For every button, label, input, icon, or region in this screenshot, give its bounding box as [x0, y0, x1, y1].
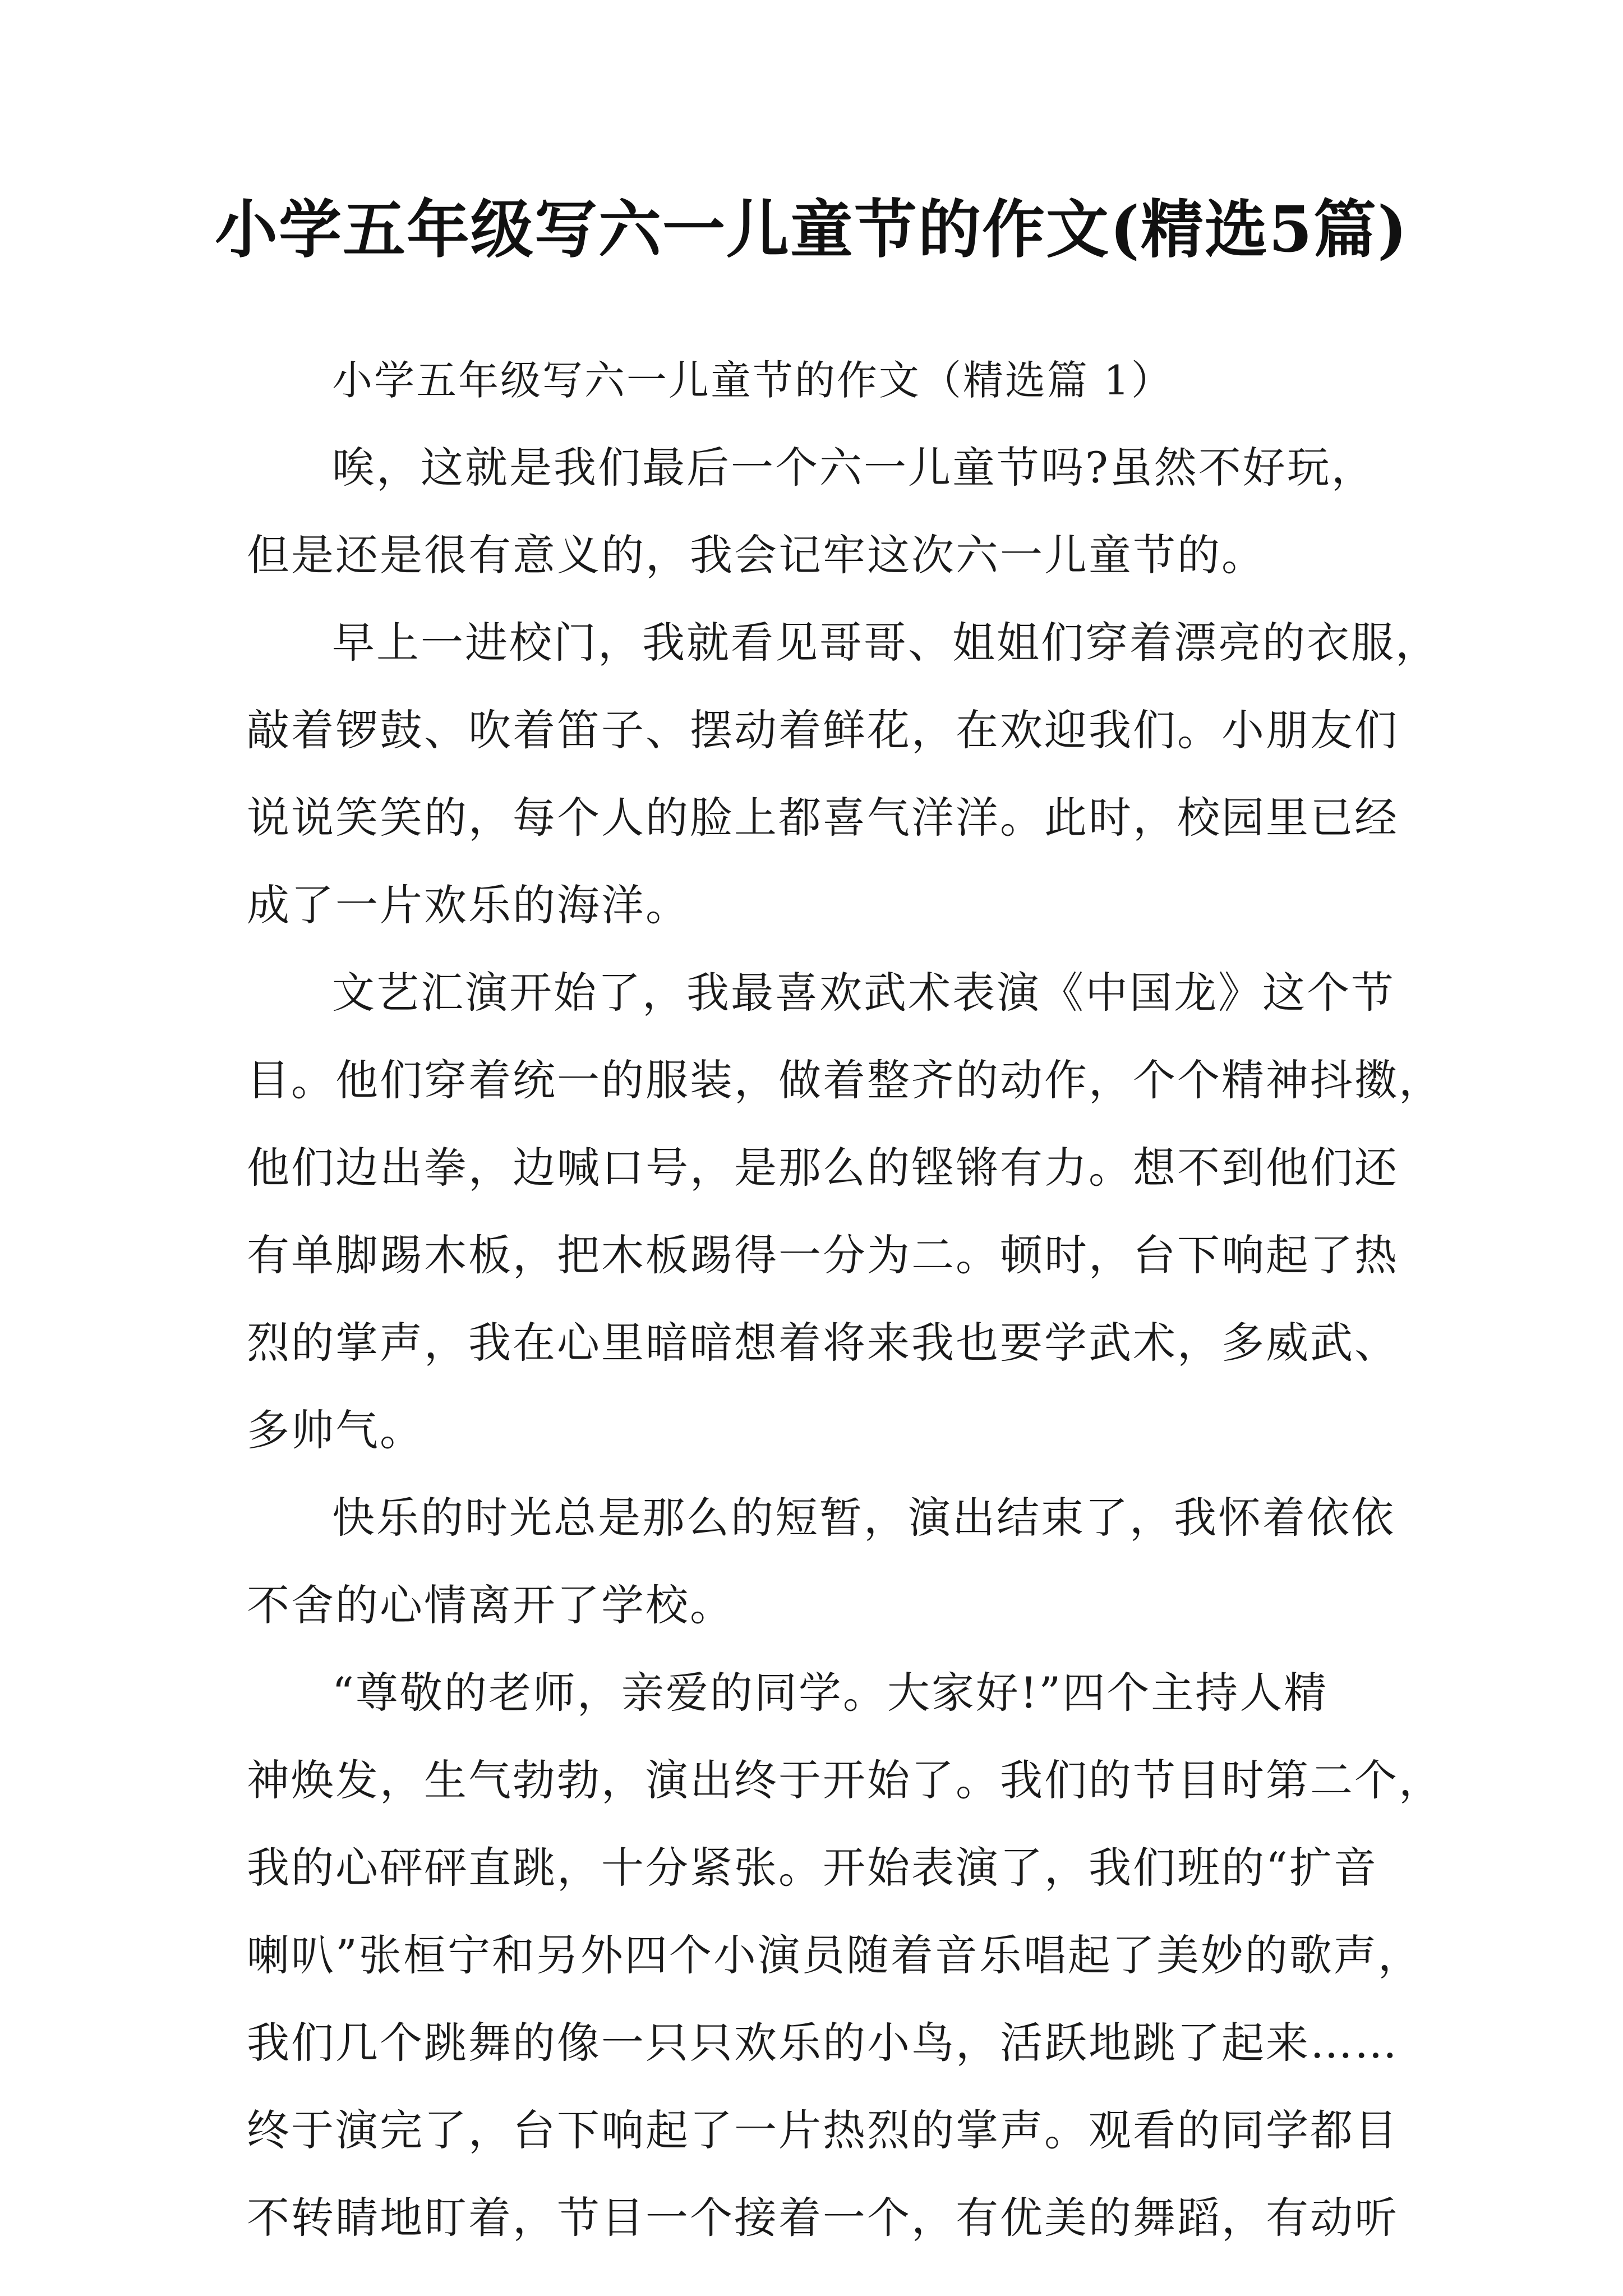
text-line: 文艺汇演开始了，我最喜欢武术表演《中国龙》这个节	[332, 968, 1395, 1018]
text-line: 我的心砰砰直跳，十分紧张。开始表演了，我们班的“扩音	[247, 1843, 1378, 1893]
text-line: 神焕发，生气勃勃，演出终于开始了。我们的节目时第二个，	[247, 1755, 1443, 1805]
section-heading: 小学五年级写六一儿童节的作文（精选篇 1）	[332, 357, 1173, 404]
text-line: 我们几个跳舞的像一只只欢乐的小鸟，活跃地跳了起来……	[247, 2018, 1399, 2068]
text-line: 说说笑笑的，每个人的脸上都喜气洋洋。此时，校园里已经	[247, 793, 1399, 843]
document-body	[247, 337, 1443, 2262]
text-line: 喇叭”张桓宁和另外四个小演员随着音乐唱起了美妙的歌声，	[247, 1930, 1422, 1980]
text-line: 终于演完了，台下响起了一片热烈的掌声。观看的同学都目	[247, 2105, 1399, 2155]
text-line: “尊敬的老师，亲爱的同学。大家好!”四个主持人精	[332, 1668, 1329, 1718]
text-line: 唉，这就是我们最后一个六一儿童节吗?虽然不好玩，	[332, 443, 1376, 493]
text-line: 他们边出拳，边喊口号，是那么的铿锵有力。想不到他们还	[247, 1143, 1399, 1193]
text-line: 烈的掌声，我在心里暗暗想着将来我也要学武术，多威武、	[247, 1318, 1399, 1368]
text-line: 目。他们穿着统一的服装，做着整齐的动作，个个精神抖擞，	[247, 1055, 1443, 1105]
text-line: 早上一进校门，我就看见哥哥、姐姐们穿着漂亮的衣服，	[332, 618, 1440, 668]
text-line: 但是还是很有意义的，我会记牢这次六一儿童节的。	[247, 530, 1266, 580]
document-title: 小学五年级写六一儿童节的作文(精选5篇)	[215, 193, 1408, 266]
text-line: 敲着锣鼓、吹着笛子、摆动着鲜花，在欢迎我们。小朋友们	[247, 705, 1399, 755]
text-line: 快乐的时光总是那么的短暂，演出结束了，我怀着依依	[332, 1493, 1395, 1543]
text-line: 成了一片欢乐的海洋。	[247, 880, 690, 930]
text-line: 有单脚踢木板，把木板踢得一分为二。顿时，台下响起了热	[247, 1230, 1399, 1280]
text-line: 多帅气。	[247, 1405, 424, 1455]
text-line: 不转睛地盯着，节目一个接着一个，有优美的舞蹈，有动听	[247, 2193, 1399, 2243]
text-line: 不舍的心情离开了学校。	[247, 1580, 734, 1630]
